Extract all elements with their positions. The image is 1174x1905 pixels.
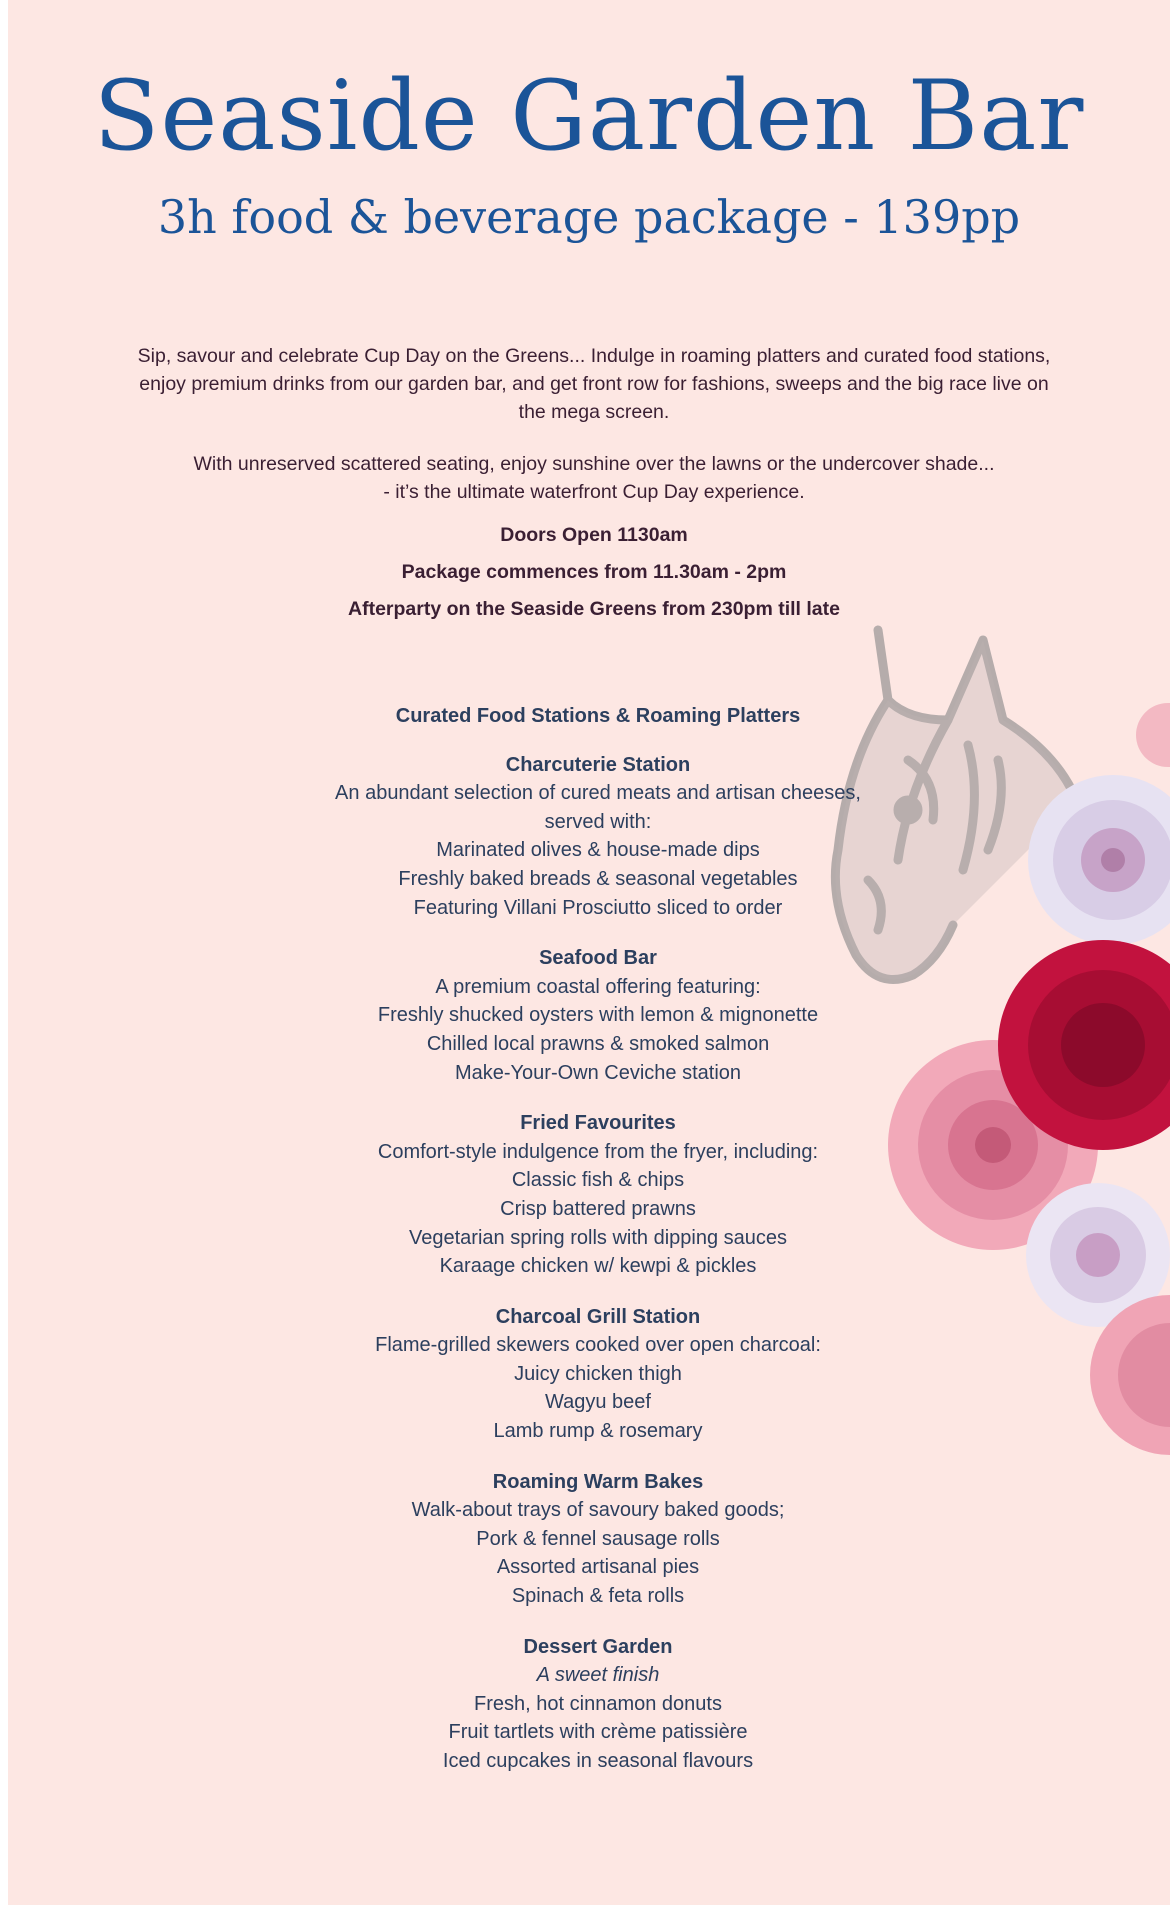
section-tagline: A sweet finish [536, 1664, 660, 1687]
intro-line: - it’s the ultimate waterfront Cup Day experience. [383, 481, 805, 503]
menu-line: Juicy chicken thigh [514, 1362, 682, 1385]
menu-line: Spinach & feta rolls [511, 1585, 685, 1608]
section-title: Fried Favourites [520, 1112, 676, 1135]
menu-section-fried [288, 1109, 908, 1281]
menu-line: Lamb rump & rosemary [493, 1420, 703, 1443]
menu-line: Crisp battered prawns [500, 1197, 696, 1220]
menu-section-dessert [288, 1633, 908, 1776]
menu-line: An abundant selection of cured meats and artisan cheeses, [335, 782, 861, 805]
menu-line: Assorted artisanal pies [496, 1556, 700, 1579]
menu-line: Vegetarian spring rolls with dipping sauces [409, 1226, 787, 1249]
menu-section-bakes [288, 1468, 908, 1611]
food-menu [288, 702, 908, 1798]
menu-heading: Curated Food Stations & Roaming Platters [395, 705, 801, 727]
menu-line: Freshly baked breads & seasonal vegetables [398, 867, 798, 890]
menu-section-seafood [288, 944, 908, 1087]
section-title: Charcoal Grill Station [495, 1305, 701, 1328]
menu-line: Wagyu beef [545, 1391, 651, 1414]
menu-section-charcuterie [288, 751, 908, 923]
section-title: Seafood Bar [539, 947, 657, 970]
page-title: Seaside Garden Bar [93, 60, 1085, 172]
rose-icon [1136, 703, 1170, 767]
menu-line: Comfort-style indulgence from the fryer, including: [377, 1140, 819, 1163]
menu-line: Featuring Villani Prosciutto sliced to order [413, 896, 783, 919]
menu-section-grill [288, 1303, 908, 1446]
menu-line: Flame-grilled skewers cooked over open charcoal: [375, 1334, 821, 1357]
menu-line: Classic fish & chips [511, 1169, 685, 1192]
menu-line: Freshly shucked oysters with lemon & mignonette [377, 1004, 819, 1027]
afterparty-time: Afterparty on the Seaside Greens from 230pm till late [348, 598, 840, 620]
menu-line: Make-Your-Own Ceviche station [454, 1061, 742, 1084]
intro-paragraph: Sip, savour and celebrate Cup Day on the Greens... Indulge in roaming platters and curated food stations, enjoy premium drinks from our garden bar, and get front row for fashions, sweeps and the big race live on the mega screen. [137, 345, 1051, 423]
doors-open-time: Doors Open 1130am [500, 524, 688, 546]
menu-line: Chilled local prawns & smoked salmon [426, 1032, 770, 1055]
section-title: Charcuterie Station [505, 753, 691, 776]
menu-line: A premium coastal offering featuring: [435, 975, 761, 998]
section-title: Dessert Garden [523, 1635, 673, 1658]
menu-line: Fresh, hot cinnamon donuts [474, 1692, 722, 1715]
menu-line: Pork & fennel sausage rolls [476, 1527, 720, 1550]
menu-line: served with: [544, 810, 652, 833]
menu-line: Karaage chicken w/ kewpi & pickles [439, 1255, 757, 1278]
intro-line: With unreserved scattered seating, enjoy sunshine over the lawns or the undercover shade... [193, 453, 995, 475]
menu-sheet [8, 0, 1170, 1905]
menu-line: Fruit tartlets with crème patissière [448, 1721, 748, 1744]
package-time: Package commences from 11.30am - 2pm [401, 561, 787, 583]
menu-line: Walk-about trays of savoury baked goods; [411, 1499, 785, 1522]
package-subtitle: 3h food & beverage package - 139pp [157, 190, 1021, 244]
section-title: Roaming Warm Bakes [492, 1470, 704, 1493]
menu-line: Iced cupcakes in seasonal flavours [442, 1750, 754, 1772]
menu-line: Marinated olives & house-made dips [436, 839, 760, 862]
